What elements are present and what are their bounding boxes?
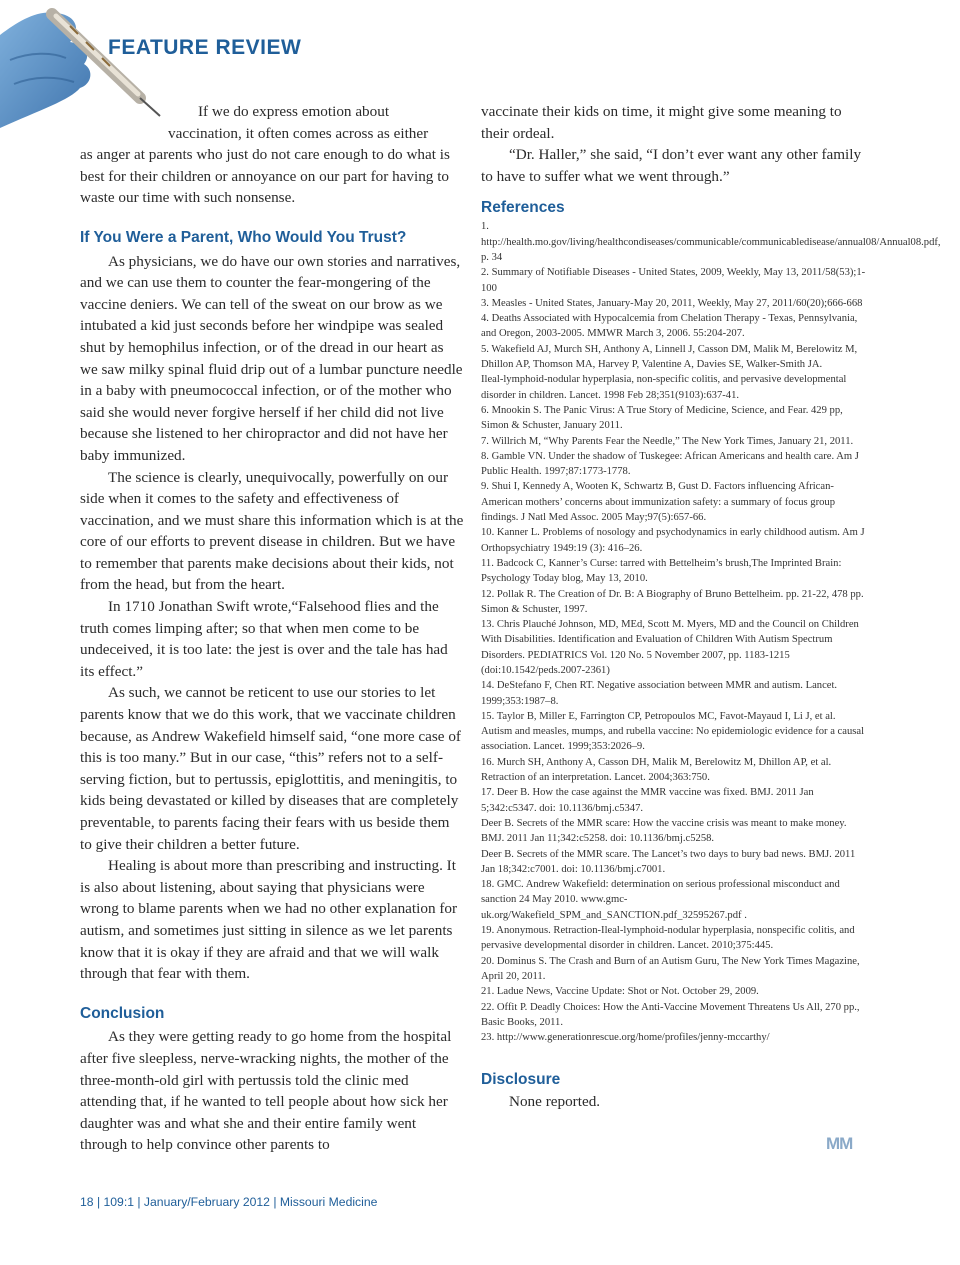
end-mark-logo: MM xyxy=(826,1134,853,1153)
reference-item: 16. Murch SH, Anthony A, Casson DH, Malik M, Berelowitz M, Dhillon AP, et al. Retraction of an interpretation. Lancet. 2004;363:750. xyxy=(481,756,832,784)
intro-line-2: vaccination, it often comes across as either xyxy=(168,124,429,142)
reference-item: 7. Willrich M, “Why Parents Fear the Needle,” The New York Times, January 21, 2011. xyxy=(481,435,854,447)
paragraph-stories: As such, we cannot be reticent to use our stories to let parents know that we do this work, that we vaccinate children because, as Andrew Wakefield himself said, “one more case of this is too many.” But in our case, “this” refers not to a self-serving fiction, but to pertussis, epiglottitis, and meningitis, to kids being devastated or killed by diseases that are completely preventable, to parents facing their fears with us beside them to give their children a better future. xyxy=(80,684,461,853)
reference-item: 20. Dominus S. The Crash and Burn of an Autism Guru, The New York Times Magazine, April 20, 2011. xyxy=(481,955,860,982)
reference-item: 5. Wakefield AJ, Murch SH, Anthony A, Linnell J, Casson DM, Malik M, Berelowitz M, Dhillon AP, Thomson MA, Harvey P, Valentine A, Davies SE, Walker-Smith JA. xyxy=(481,343,858,371)
heading-conclusion: Conclusion xyxy=(80,1004,165,1022)
reference-item: 19. Anonymous. Retraction-Ileal-lymphoid-nodular hyperplasia, nonspecific colitis, and pervasive developmental disorder in children. Lancet. 2010;375:445. xyxy=(481,925,855,952)
reference-list xyxy=(481,219,941,1045)
left-column xyxy=(80,101,464,1156)
disclosure-text: None reported. xyxy=(509,1093,601,1111)
paragraph-quote: “Dr. Haller,” she said, “I don’t ever want any other family to have to suffer what we went through.” xyxy=(481,146,862,185)
reference-item: Deer B. Secrets of the MMR scare. The Lancet’s two days to bury bad news. BMJ. 2011 Jan 18;342:c7001. doi: 10.1136/bmj.c7001. xyxy=(481,848,856,875)
heading-trust: If You Were a Parent, Who Would You Trust? xyxy=(80,228,407,246)
reference-item: 14. DeStefano F, Chen RT. Negative association between MMR and autism. Lancet. 1999;353:1987–8. xyxy=(481,680,838,707)
reference-item: Ileal-lymphoid-nodular hyperplasia, non-specific colitis, and pervasive developmental disorder in children. Lancet. 1998 Feb 28;351(9103):637-41. xyxy=(481,374,847,401)
right-column xyxy=(481,101,941,1113)
reference-item: 22. Offit P. Deadly Choices: How the Anti-Vaccine Movement Threatens Us All, 270 pp., Basic Books, 2011. xyxy=(481,1001,860,1028)
reference-item: 1. http://health.mo.gov/living/healthcondiseases/communicable/communicabledisease/annual08/Annual08.pdf, p. 34 xyxy=(481,221,941,263)
paragraph-physicians: As physicians, we do have our own stories and narratives, and we can use them to counter the fear-mongering of the vaccine deniers. We can tell of the sweat on our brow as we intubated a kid just seconds before her windpipe was sealed shut by hemophilus infection, or of the dread in our heart as we saw milky spinal fluid drip out of a lumbar puncture needle in a baby with pneumococcal infection, or of the mother who said she would never forgive herself if her child did not live because she listened to her chiropractor and did not have her baby immunized. xyxy=(80,252,463,464)
reference-item: Deer B. Secrets of the MMR scare: How the vaccine crisis was meant to make money. BMJ. 2011 Jan 11;342:c5258. doi: 10.1136/bmj.c5258. xyxy=(481,817,847,845)
heading-disclosure: Disclosure xyxy=(481,1071,561,1089)
reference-item: 12. Pollak R. The Creation of Dr. B: A Biography of Bruno Bettelheim. pp. 21-22, 478 pp. Simon & Schuster, 1997. xyxy=(481,588,864,615)
reference-item: 2. Summary of Notifiable Diseases - United States, 2009, Weekly, May 13, 2011/58(53);1-100 xyxy=(481,267,866,294)
intro-line-1: If we do express emotion about xyxy=(198,103,390,120)
page-footer: 18 | 109:1 | January/February 2012 | Missouri Medicine xyxy=(80,1195,378,1209)
paragraph-conclusion: As they were getting ready to go home from the hospital after five sleepless, nerve-wracking nights, the mother of the three-month-old girl with pertussis told the clinic med attending that, if he wanted to tell people about how sick her daughter was and what she and their entire family went through to help convince other parents to xyxy=(80,1028,452,1154)
reference-item: 18. GMC. Andrew Wakefield: determination on serious professional misconduct and sanction 24 May 2010. www.gmc-uk.org/Wakefield_SPM_and_SANCTION.pdf_32595267.pdf . xyxy=(481,879,840,921)
intro-paragraph xyxy=(80,101,464,209)
reference-item: 23. http://www.generationrescue.org/home/profiles/jenny-mccarthy/ xyxy=(481,1032,770,1044)
reference-item: 6. Mnookin S. The Panic Virus: A True Story of Medicine, Science, and Fear. 429 pp, Simon & Schuster, January 2011. xyxy=(481,404,843,432)
paragraph-healing: Healing is about more than prescribing and instructing. It is also about listening, about saying that physicians were wrong to blame parents when we had no other explanation for autism, and sometimes just sitting in silence as we let parents know that it is okay if they are afraid and that we will walk through that fear with them. xyxy=(80,857,458,983)
reference-item: 21. Ladue News, Vaccine Update: Shot or Not. October 29, 2009. xyxy=(481,986,759,998)
reference-item: 9. Shui I, Kennedy A, Wooten K, Schwartz B, Gust D. Factors influencing African-American mothers’ concerns about immunization safety: a summary of focus group findings. J Natl Med Assoc. 2005 May;97(5):657-66. xyxy=(481,481,836,524)
reference-item: 8. Gamble VN. Under the shadow of Tuskegee: African Americans and health care. Am J Public Health. 1997;87:1773-1778. xyxy=(481,450,859,478)
paragraph-continued: vaccinate their kids on time, it might give some meaning to their ordeal. xyxy=(481,103,842,142)
intro-rest: as anger at parents who just do not care enough to do what is best for their children or annoyance on our part for having to waste our time with such nonsense. xyxy=(80,146,450,207)
section-label: FEATURE REVIEW xyxy=(108,36,302,59)
reference-item: 4. Deaths Associated with Hypocalcemia from Chelation Therapy - Texas, Pennsylvania, and Oregon, 2003-2005. MMWR March 3, 2006. 55:204-207. xyxy=(481,313,858,340)
reference-item: 11. Badcock C, Kanner’s Curse: tarred with Bettelheim’s brush,The Imprinted Brain: Psychology Today blog, May 13, 2010. xyxy=(481,557,842,585)
reference-item: 13. Chris Plauché Johnson, MD, MEd, Scott M. Myers, MD and the Council on Children With Disabilities. Identification and Evaluation of Children With Autism Spectrum Disorders. PEDIATRICS Vol. 120 No. 5 November 2007, pp. 1183-1215 (doi:10.1542/peds.2007-2361) xyxy=(481,619,859,676)
reference-item: 10. Kanner L. Problems of nosology and psychodynamics in early childhood autism. Am J Orthopsychiatry 1949:19 (3): 416–26. xyxy=(481,527,865,554)
reference-item: 17. Deer B. How the case against the MMR vaccine was fixed. BMJ. 2011 Jan 5;342:c5347. doi: 10.1136/bmj.c5347. xyxy=(481,787,814,814)
reference-item: 3. Measles - United States, January-May 20, 2011, Weekly, May 27, 2011/60(20);666-668 xyxy=(481,297,863,309)
reference-item: 15. Taylor B, Miller E, Farrington CP, Petropoulos MC, Favot-Mayaud I, Li J, et al. Autism and measles, mumps, and rubella vaccine: No epidemiologic evidence for a causal association. Lancet. 1999;353:2026–9. xyxy=(481,710,865,753)
paragraph-science: The science is clearly, unequivocally, powerfully on our side when it comes to the safety and effectiveness of vaccination, and we must share this information which is at the core of our efforts to prevent disease in children. But we have to remember that parents make decisions about their kids, not from the head, but from the heart. xyxy=(80,468,464,594)
heading-references: References xyxy=(481,199,565,217)
paragraph-swift: In 1710 Jonathan Swift wrote,“Falsehood flies and the truth comes limping after; so that when men come to be undeceived, it is too late: the jest is over and the tale has had its effect.” xyxy=(80,598,448,680)
